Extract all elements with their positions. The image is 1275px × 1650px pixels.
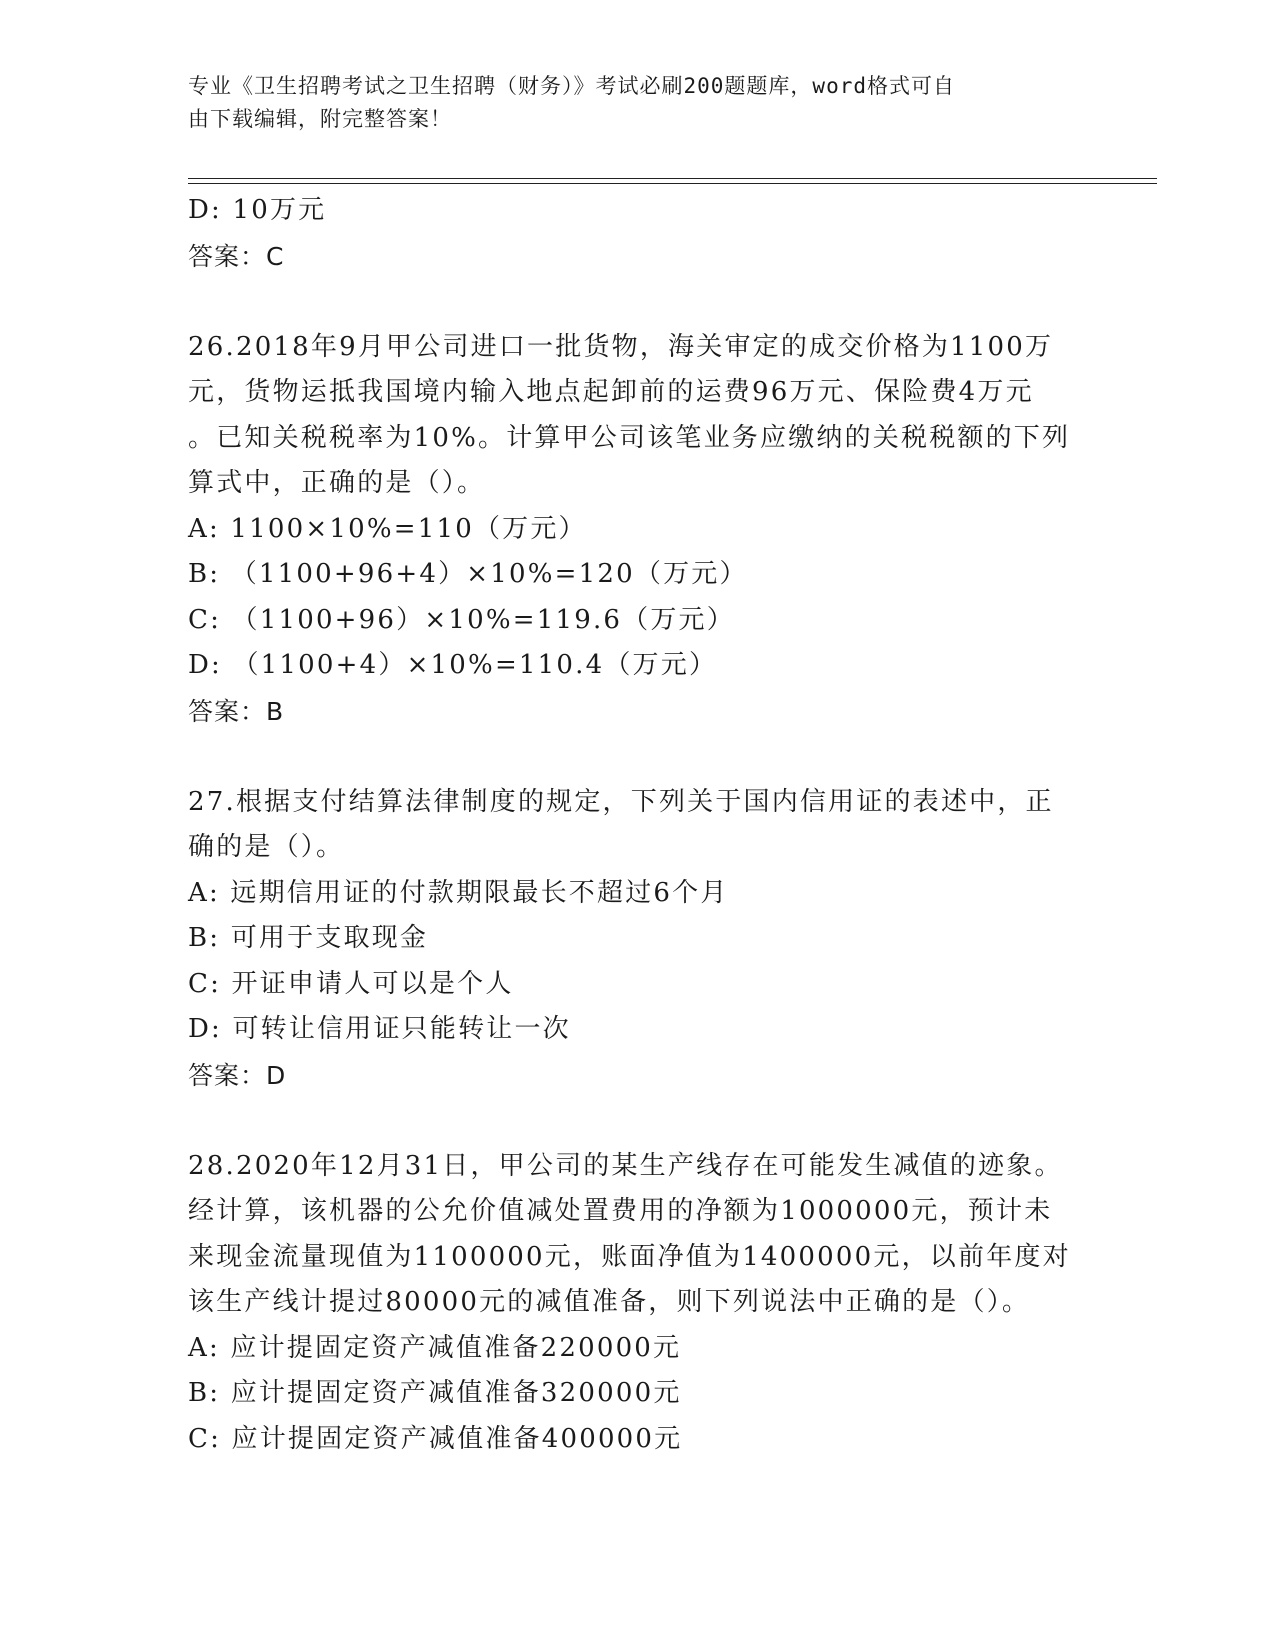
- option-d: D: 可转让信用证只能转让一次: [188, 1014, 571, 1044]
- header-divider-bottom: [188, 183, 1157, 184]
- question-content: [188, 188, 1088, 1462]
- carry-option-d: D: 10万元: [188, 195, 327, 225]
- answer: 答案：B: [188, 696, 285, 726]
- header-divider-top: [188, 178, 1157, 179]
- option-a: A: 远期信用证的付款期限最长不超过6个月: [188, 877, 729, 908]
- option-b: B: 应计提固定资产减值准备320000元: [188, 1378, 682, 1408]
- option-a: A: 应计提固定资产减值准备220000元: [188, 1332, 682, 1363]
- question-27: [188, 780, 1088, 1099]
- question-stem-line: 经计算，该机器的公允价值减处置费用的净额为1000000元，预计未: [188, 1196, 1053, 1226]
- question-28: [188, 1144, 1088, 1463]
- question-stem-line: 元，货物运抵我国境内输入地点起卸前的运费96万元、保险费4万元: [188, 377, 1034, 407]
- question-stem-line: 28.2020年12月31日，甲公司的某生产线存在可能发生减值的迹象。: [188, 1150, 1063, 1181]
- spacer: [188, 1098, 1088, 1144]
- option-c: C: 开证申请人可以是个人: [188, 968, 514, 999]
- question-stem-line: 该生产线计提过80000元的减值准备，则下列说法中正确的是（）。: [188, 1287, 1031, 1317]
- option-c: C: （1100+96）×10%=119.6（万元）: [188, 604, 735, 635]
- header-line-2: 由下载编辑，附完整答案！: [188, 107, 452, 131]
- option-c: C: 应计提固定资产减值准备400000元: [188, 1423, 683, 1454]
- option-b: B: 可用于支取现金: [188, 923, 429, 953]
- document-header: [188, 70, 1088, 136]
- option-d: D: （1100+4）×10%=110.4（万元）: [188, 650, 718, 680]
- question-26: [188, 325, 1088, 735]
- option-b: B: （1100+96+4）×10%=120（万元）: [188, 559, 748, 589]
- option-a: A: 1100×10%=110（万元）: [188, 513, 587, 544]
- question-stem-line: 算式中，正确的是（）。: [188, 468, 486, 498]
- spacer: [188, 734, 1088, 780]
- answer: 答案：D: [188, 1060, 287, 1090]
- spacer: [188, 279, 1088, 325]
- question-stem-line: 。已知关税税率为10%。计算甲公司该笔业务应缴纳的关税税额的下列: [188, 422, 1071, 453]
- question-stem-line: 27.根据支付结算法律制度的规定，下列关于国内信用证的表述中，正: [188, 786, 1054, 817]
- question-stem-line: 来现金流量现值为1100000元，账面净值为1400000元，以前年度对: [188, 1241, 1071, 1272]
- header-line-1: 专业《卫生招聘考试之卫生招聘（财务）》考试必刷200题题库，word格式可自: [188, 74, 955, 98]
- question-stem-line: 26.2018年9月甲公司进口一批货物，海关审定的成交价格为1100万: [188, 331, 1054, 362]
- question-stem-line: 确的是（）。: [188, 832, 345, 862]
- carry-answer: 答案：C: [188, 241, 285, 271]
